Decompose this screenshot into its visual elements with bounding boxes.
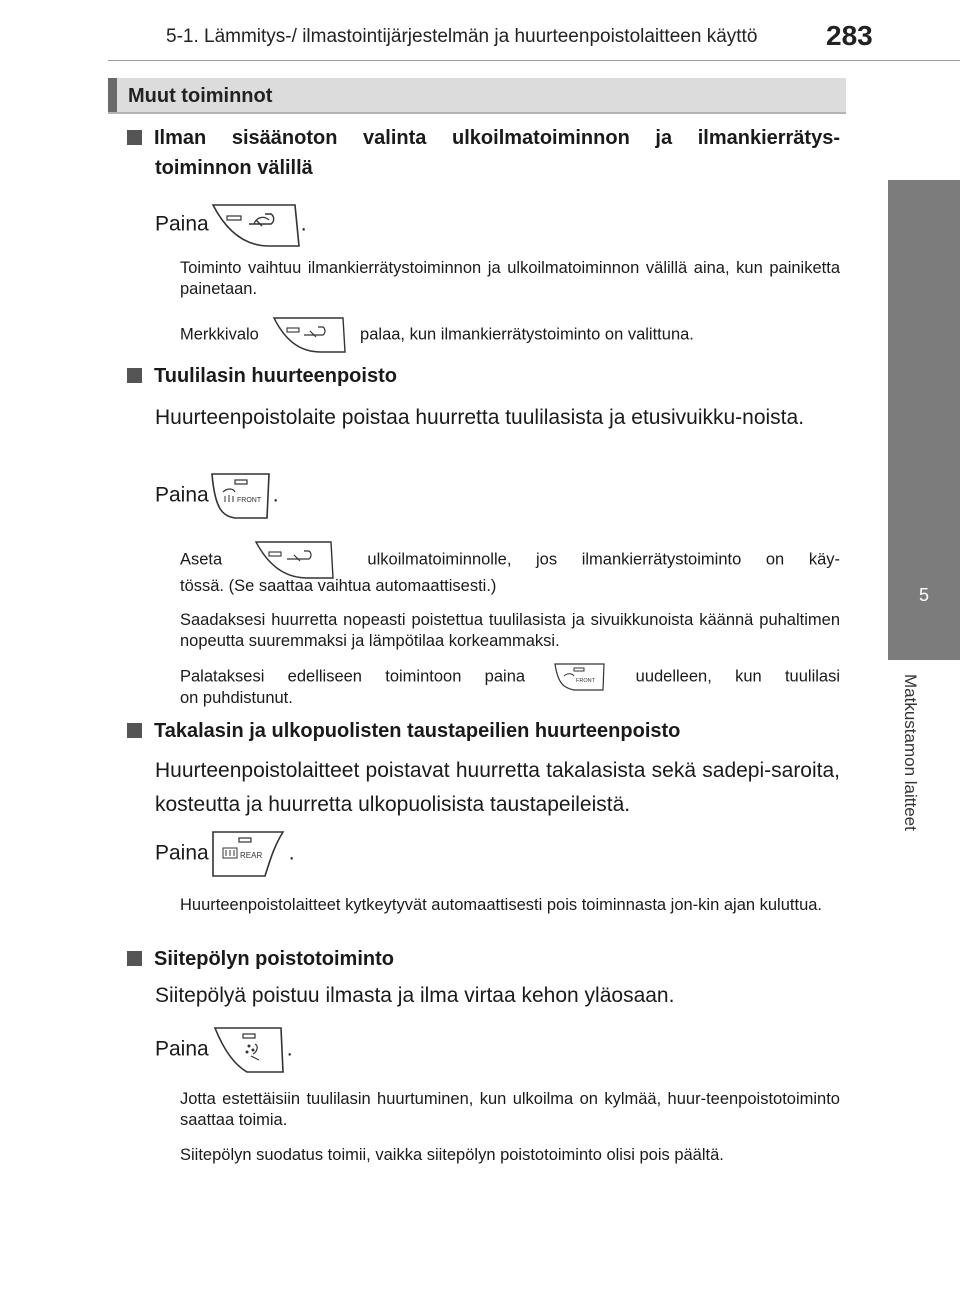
- heading-bullet: [127, 723, 142, 738]
- note-rear-defog-1: Huurteenpoistolaitteet kytkeytyvät automaattisesti pois toiminnasta jon-kin ajan kuluttua.: [180, 896, 823, 914]
- press-air-intake: [155, 202, 840, 248]
- note-windshield-defog-3-before: Palataksesi edelliseen toimintoon paina: [180, 667, 526, 686]
- section-title: Muut toiminnot: [128, 85, 273, 107]
- header-rule: [108, 60, 960, 61]
- press-label: Paina: [155, 841, 209, 865]
- lead-windshield-defog: Huurteenpoistolaite poistaa huurretta tuulilasista ja etusivuikku-noista.: [155, 406, 805, 429]
- note-windshield-defog-3-after: uudelleen, kun tuulilasi: [635, 667, 840, 686]
- air-intake-button-outline: [213, 205, 299, 246]
- header-title: 5-1. Lämmitys-/ ilmastointijärjestelmän ja huurteenpoistolaitteen käyttö: [166, 26, 758, 47]
- lead-pollen-removal: Siitepölyä poistuu ilmasta ja ilma virtaa kehon yläosaan.: [155, 984, 675, 1007]
- chapter-title-text: Matkustamon laitteet: [901, 674, 920, 831]
- note-air-intake-2: [180, 316, 840, 354]
- press-rear-defog: [155, 828, 840, 880]
- heading-rear-defog-text: Takalasin ja ulkopuolisten taustapeilien huurteenpoisto: [154, 720, 681, 742]
- press-suffix: .: [288, 841, 295, 865]
- section-title-accent: [108, 78, 117, 112]
- heading-pollen-removal-text: Siitepölyn poistotoiminto: [154, 948, 394, 970]
- chapter-number: 5: [918, 585, 929, 605]
- press-suffix: .: [286, 1037, 293, 1061]
- heading-bullet: [127, 130, 142, 145]
- note-windshield-defog-1-after: ulkoilmatoiminnolle, jos ilmankierrätystoiminto on käy-: [367, 550, 840, 569]
- press-suffix: .: [272, 483, 279, 507]
- heading-windshield-defog: [127, 360, 840, 393]
- heading-rear-defog: [127, 715, 840, 748]
- heading-air-intake-line1: Ilman sisäänoton valinta ulkoilmatoiminnon ja ilmankierrätys-: [154, 127, 840, 149]
- front-defog-button-outline: [212, 474, 269, 518]
- air-intake-button: [209, 202, 301, 248]
- lead-rear-defog: Huurteenpoistolaitteet poistavat huurretta takalasista sekä sadepi-saroita, kosteutta ja huurretta ulkopuolisista taustapeileistä.: [155, 759, 840, 816]
- note-air-intake-2-before: Merkkivalo: [180, 325, 259, 344]
- press-suffix: .: [300, 212, 307, 236]
- note-windshield-defog-1-line2: tössä. (Se saattaa vaihtua automaattisesti.): [180, 577, 497, 595]
- note-windshield-defog-3-line2: on puhdistunut.: [180, 689, 293, 707]
- heading-bullet: [127, 368, 142, 383]
- svg-text:FRONT: FRONT: [576, 678, 596, 684]
- chapter-title: [890, 674, 930, 874]
- rear-label: REAR: [239, 851, 262, 860]
- heading-air-intake: [127, 122, 840, 155]
- press-label: Paina: [155, 1037, 209, 1061]
- heading-air-intake-line2: toiminnon välillä: [155, 157, 313, 179]
- note-pollen-removal-1: Jotta estettäisiin tuulilasin huurtuminen, kun ulkoilma on kylmää, huur-teenpoistotoiminto saattaa toimia.: [180, 1090, 840, 1129]
- heading-windshield-defog-text: Tuulilasin huurteenpoisto: [154, 365, 397, 387]
- press-pollen-removal: [155, 1024, 840, 1076]
- indicator-button: [271, 316, 347, 354]
- note-windshield-defog-1: [180, 540, 840, 580]
- note-windshield-defog-1-before: Aseta: [180, 550, 223, 569]
- press-label: Paina: [155, 483, 209, 507]
- front-defog-button: [209, 470, 273, 522]
- press-windshield-defog: [155, 470, 840, 522]
- section-title-bar: [108, 78, 846, 114]
- heading-pollen-removal: [127, 943, 840, 976]
- pollen-button: [209, 1024, 287, 1076]
- rear-defog-button: [209, 828, 289, 880]
- note-pollen-removal-2: Siitepölyn suodatus toimii, vaikka siitepölyn poistotoiminto olisi pois päältä.: [180, 1146, 724, 1164]
- note-windshield-defog-2: Saadaksesi huurretta nopeasti poistettua tuulilasista ja sivuikkunoista käännä puhaltimen nopeutta suuremmaksi ja lämpötilaa korkeammaksi.: [180, 611, 840, 650]
- inline-air-intake-button: [253, 540, 337, 580]
- note-air-intake-2-after: palaa, kun ilmankierrätystoiminto on valittuna.: [360, 325, 694, 344]
- front-label: FRONT: [236, 497, 261, 504]
- heading-bullet: [127, 951, 142, 966]
- press-label: Paina: [155, 212, 209, 236]
- page-number: 283: [826, 20, 873, 51]
- note-air-intake-1: Toiminto vaihtuu ilmankierrätystoiminnon ja ulkoilmatoiminnon välillä aina, kun painiketta painetaan.: [180, 259, 840, 298]
